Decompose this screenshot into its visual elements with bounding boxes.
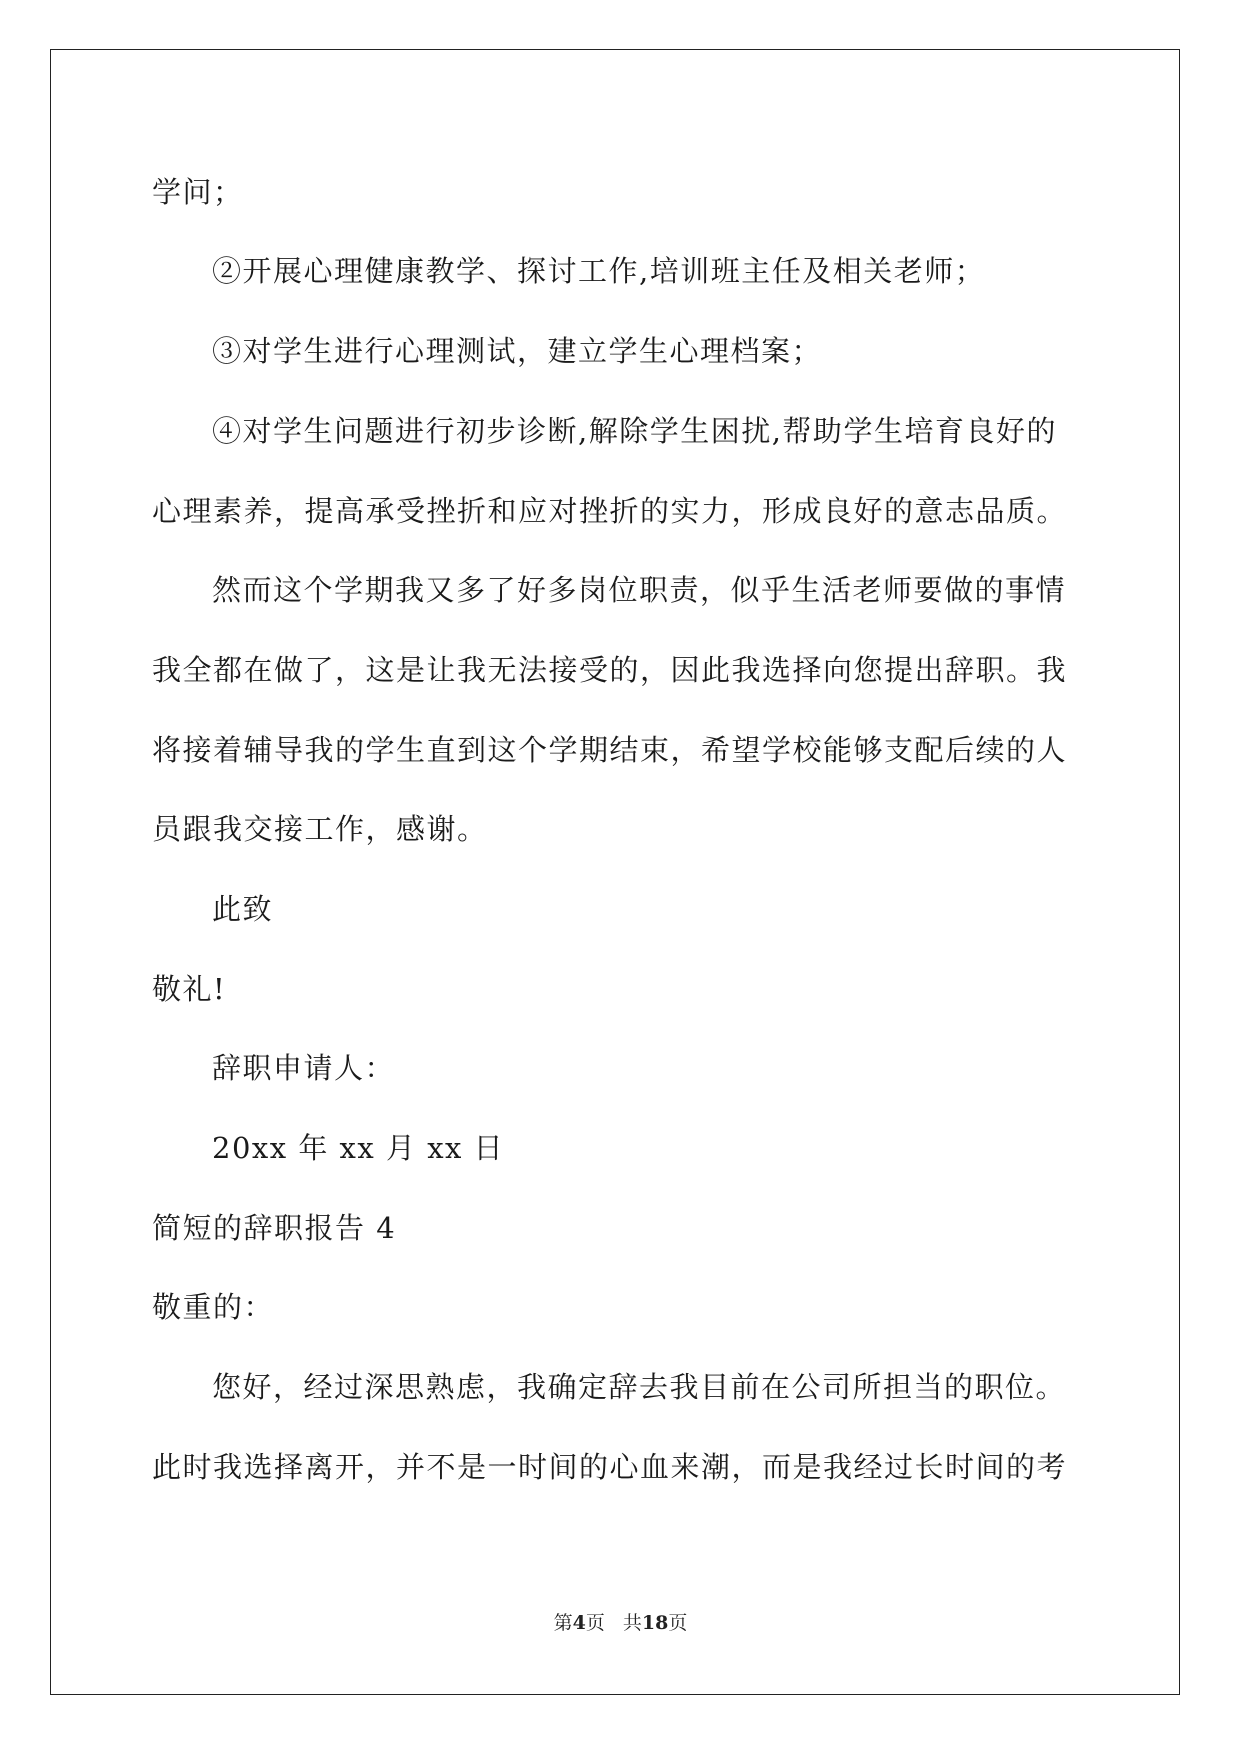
list-item-3: ③对学生进行心理测试，建立学生心理档案； — [212, 334, 823, 368]
paragraph-line: 我全都在做了，这是让我无法接受的，因此我选择向您提出辞职。我 — [152, 653, 1068, 687]
total-prefix: 共 — [622, 1612, 642, 1634]
list-item-4: ④对学生问题进行初步诊断,解除学生困扰,帮助学生培育良好的 — [212, 414, 1057, 448]
paragraph-line: 心理素养，提高承受挫折和应对挫折的实力，形成良好的意志品质。 — [152, 494, 1068, 528]
paragraph-line: 然而这个学期我又多了好多岗位职责，似乎生活老师要做的事情 — [212, 573, 1067, 607]
page-number: 4 — [572, 1612, 586, 1634]
total-pages: 18 — [641, 1612, 669, 1634]
paragraph-line: 此时我选择离开，并不是一时间的心血来潮，而是我经过长时间的考 — [152, 1450, 1068, 1484]
greeting: 敬重的： — [152, 1290, 275, 1324]
paragraph-line: 将接着辅导我的学生直到这个学期结束，希望学校能够支配后续的人 — [152, 733, 1068, 767]
section-heading: 简短的辞职报告 4 — [152, 1211, 397, 1245]
closing-respect: 敬礼! — [152, 972, 227, 1006]
date-line: 20xx 年 xx 月 xx 日 — [212, 1131, 505, 1165]
closing-salutation: 此致 — [212, 892, 274, 926]
paragraph-line: 员跟我交接工作，感谢。 — [152, 812, 488, 846]
list-item-2: ②开展心理健康教学、探讨工作,培训班主任及相关老师； — [212, 254, 986, 288]
paragraph-line: 您好，经过深思熟虑，我确定辞去我目前在公司所担当的职位。 — [212, 1370, 1067, 1404]
page-prefix: 第 — [553, 1612, 573, 1634]
page-footer — [0, 1611, 1241, 1635]
signature-label: 辞职申请人： — [212, 1051, 396, 1085]
paragraph-line: 学问； — [152, 175, 244, 209]
total-suffix: 页 — [668, 1612, 688, 1634]
page-suffix: 页 — [585, 1612, 605, 1634]
